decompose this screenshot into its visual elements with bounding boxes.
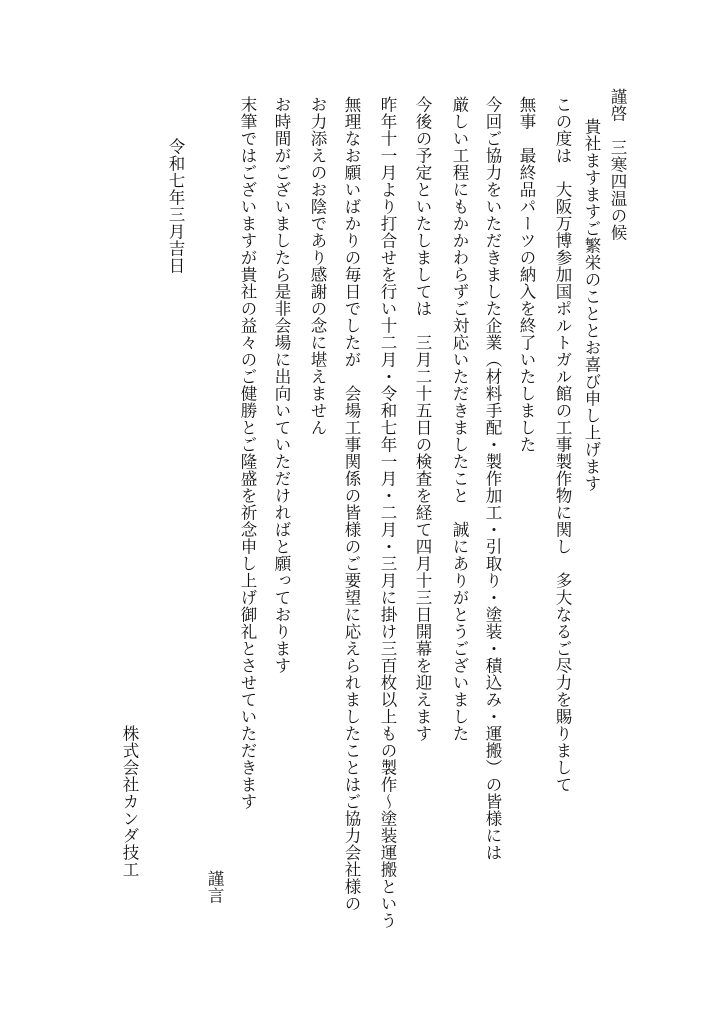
body-line-1: 貴社ますますご繁栄のこととお喜び申し上げます (582, 118, 601, 492)
company-name: 株式会社カンダ技工 (120, 725, 139, 878)
body-line-6: 今後の予定といたしましては 三月二十五日の検査を経て四月十三日開幕を迎えます (413, 96, 432, 742)
body-line-2: この度は 大阪万博参加国ポルトガル館の工事製作物に関し 多大なるご尽力を賜りまして (553, 96, 572, 793)
body-line-11: 末筆ではございますが貴社の益々のご健勝とご隆盛を祈念申し上げ御礼とさせていただきます (238, 96, 257, 810)
body-line-9: お力添えのお陰であり感謝の念に堪えません (308, 96, 327, 436)
letter-date: 令和七年三月吉日 (166, 138, 185, 274)
body-line-4: 今回ご協力をいただきました企業（材料手配・製作加工・引取り・塗装・積込み・運搬）の皆様には (483, 96, 502, 861)
body-line-5: 厳しい工程にもかかわらずご対応いただきましたこと 誠にありがとうございました (450, 96, 469, 742)
closing-word: 謹言 (205, 870, 224, 904)
greeting-line: 謹啓 三寒四温の候 (608, 88, 627, 241)
body-line-8: 無理なお願いばかりの毎日でしたが 会場工事関係の皆様のご要望に応えられましたことはご協力会社様の (342, 96, 361, 912)
body-line-7: 昨年十一月より打合せを行い十二月・令和七年一月・二月・三月に掛け三百枚以上もの製作～塗装運搬という (378, 96, 397, 929)
body-line-3: 無事 最終品パーツの納入を終了いたしました (517, 96, 536, 453)
body-line-10: お時間がございましたら是非会場に出向いていただければと願っております (272, 96, 291, 674)
